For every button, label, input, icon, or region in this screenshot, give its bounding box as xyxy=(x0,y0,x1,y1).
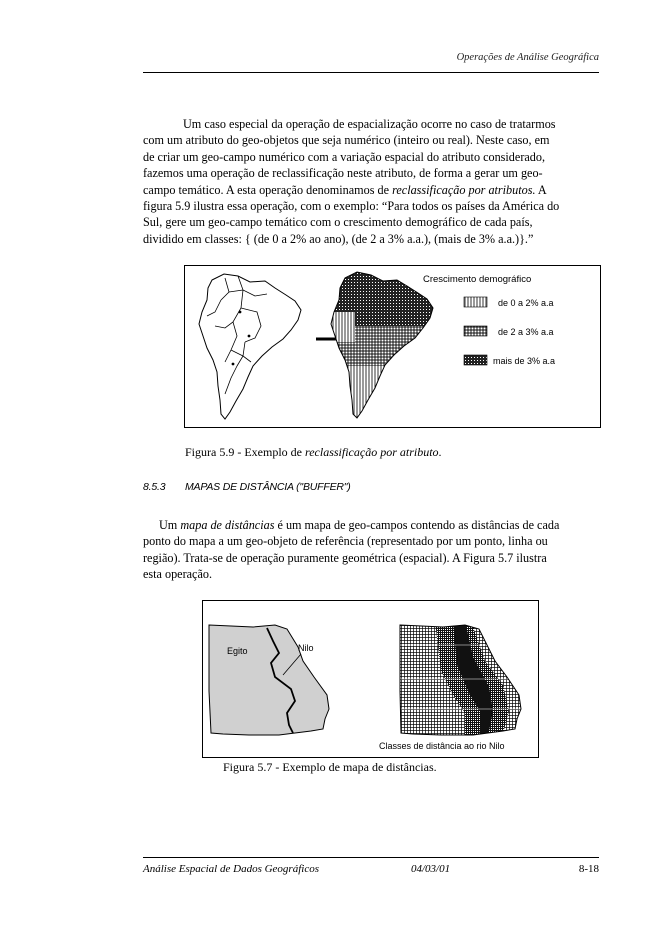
paragraph-reclassification xyxy=(143,116,599,247)
text-line: esta operação. xyxy=(143,567,213,582)
label-nilo: Nilo xyxy=(298,643,314,653)
figure-caption: Figura 5.7 - Exemplo de mapa de distâncias. xyxy=(223,760,437,774)
text-line xyxy=(143,182,599,198)
text-line: de criar um geo-campo numérico com a variação espacial do atributo considerado, xyxy=(143,149,546,164)
legend-label: mais de 3% a.a xyxy=(493,356,556,366)
section-heading xyxy=(143,481,351,493)
text-run: campo temático. A esta operação denominamos de xyxy=(143,182,393,197)
distance-map-illustration xyxy=(203,601,538,757)
text-line: Um caso especial da operação de espacialização ocorre no caso de tratarmos xyxy=(183,117,556,131)
caption-text: . xyxy=(438,445,442,459)
text-line: dividido em classes: { (de 0 a 2% ao ano), (de 2 a 3% a.a.), (mais de 3% a.a.)}.” xyxy=(143,231,534,246)
reclassification-illustration xyxy=(185,266,600,427)
text-run: Um xyxy=(159,518,181,532)
section-number: 8.5.3 xyxy=(143,481,166,493)
label-egito: Egito xyxy=(227,646,248,656)
text-line: fazemos uma operação de reclassificação neste atributo, de forma a gerar um geo- xyxy=(143,166,543,181)
page-number: 8-18 xyxy=(578,863,599,875)
text-line: figura 5.9 ilustra essa operação, com o exemplo: “Para todos os países da América do xyxy=(143,199,560,214)
legend-swatch-medium xyxy=(464,326,487,336)
legend-label: de 2 a 3% a.a xyxy=(498,327,554,337)
running-header: Operações de Análise Geográfica xyxy=(456,52,599,63)
text-run: A xyxy=(535,182,547,197)
text-run: é um mapa de geo-campos contendo as distâncias de cada xyxy=(274,518,560,532)
text-line: Sul, gere um geo-campo temático com o crescimento demográfico de cada país, xyxy=(143,215,533,230)
caption-text: Figura 5.9 - Exemplo de xyxy=(185,445,305,459)
south-america-map xyxy=(199,274,301,419)
figure-distance-map xyxy=(202,600,539,758)
egypt-map xyxy=(209,625,329,735)
legend-title: Crescimento demográfico xyxy=(423,274,532,285)
text-line: ponto do mapa a um geo-objeto de referência (representado por um ponto, linha ou xyxy=(143,534,548,549)
emphasis-term: reclassificação por atributos. xyxy=(392,182,536,197)
distance-map-subtitle: Classes de distância ao rio Nilo xyxy=(379,741,505,751)
text-line xyxy=(143,517,599,533)
legend xyxy=(423,274,555,366)
caption-emphasis: reclassificação por atributo xyxy=(304,445,439,459)
distance-classes-map xyxy=(393,621,533,741)
header-rule xyxy=(143,72,599,73)
paragraph-distance-map xyxy=(143,517,599,583)
section-title: MAPAS DE DISTÂNCIA ("BUFFER") xyxy=(185,481,351,493)
footer-title: Análise Espacial de Dados Geográficos xyxy=(143,863,319,875)
text-line: região). Trata-se de operação puramente geométrica (espacial). A Figura 5.7 ilustra xyxy=(143,550,547,565)
footer-rule xyxy=(143,857,599,858)
emphasis-term: mapa de distâncias xyxy=(180,518,275,532)
reclassified-map xyxy=(325,266,445,426)
legend-label: de 0 a 2% a.a xyxy=(498,298,554,308)
figure-caption xyxy=(185,445,442,460)
figure-reclassification xyxy=(184,265,601,428)
legend-swatch-light xyxy=(464,297,487,307)
text-line: com um atributo do geo-objetos que seja numérico (inteiro ou real). Neste caso, em xyxy=(143,133,550,148)
legend-swatch-dark xyxy=(464,355,487,365)
footer-date: 04/03/01 xyxy=(411,863,451,875)
